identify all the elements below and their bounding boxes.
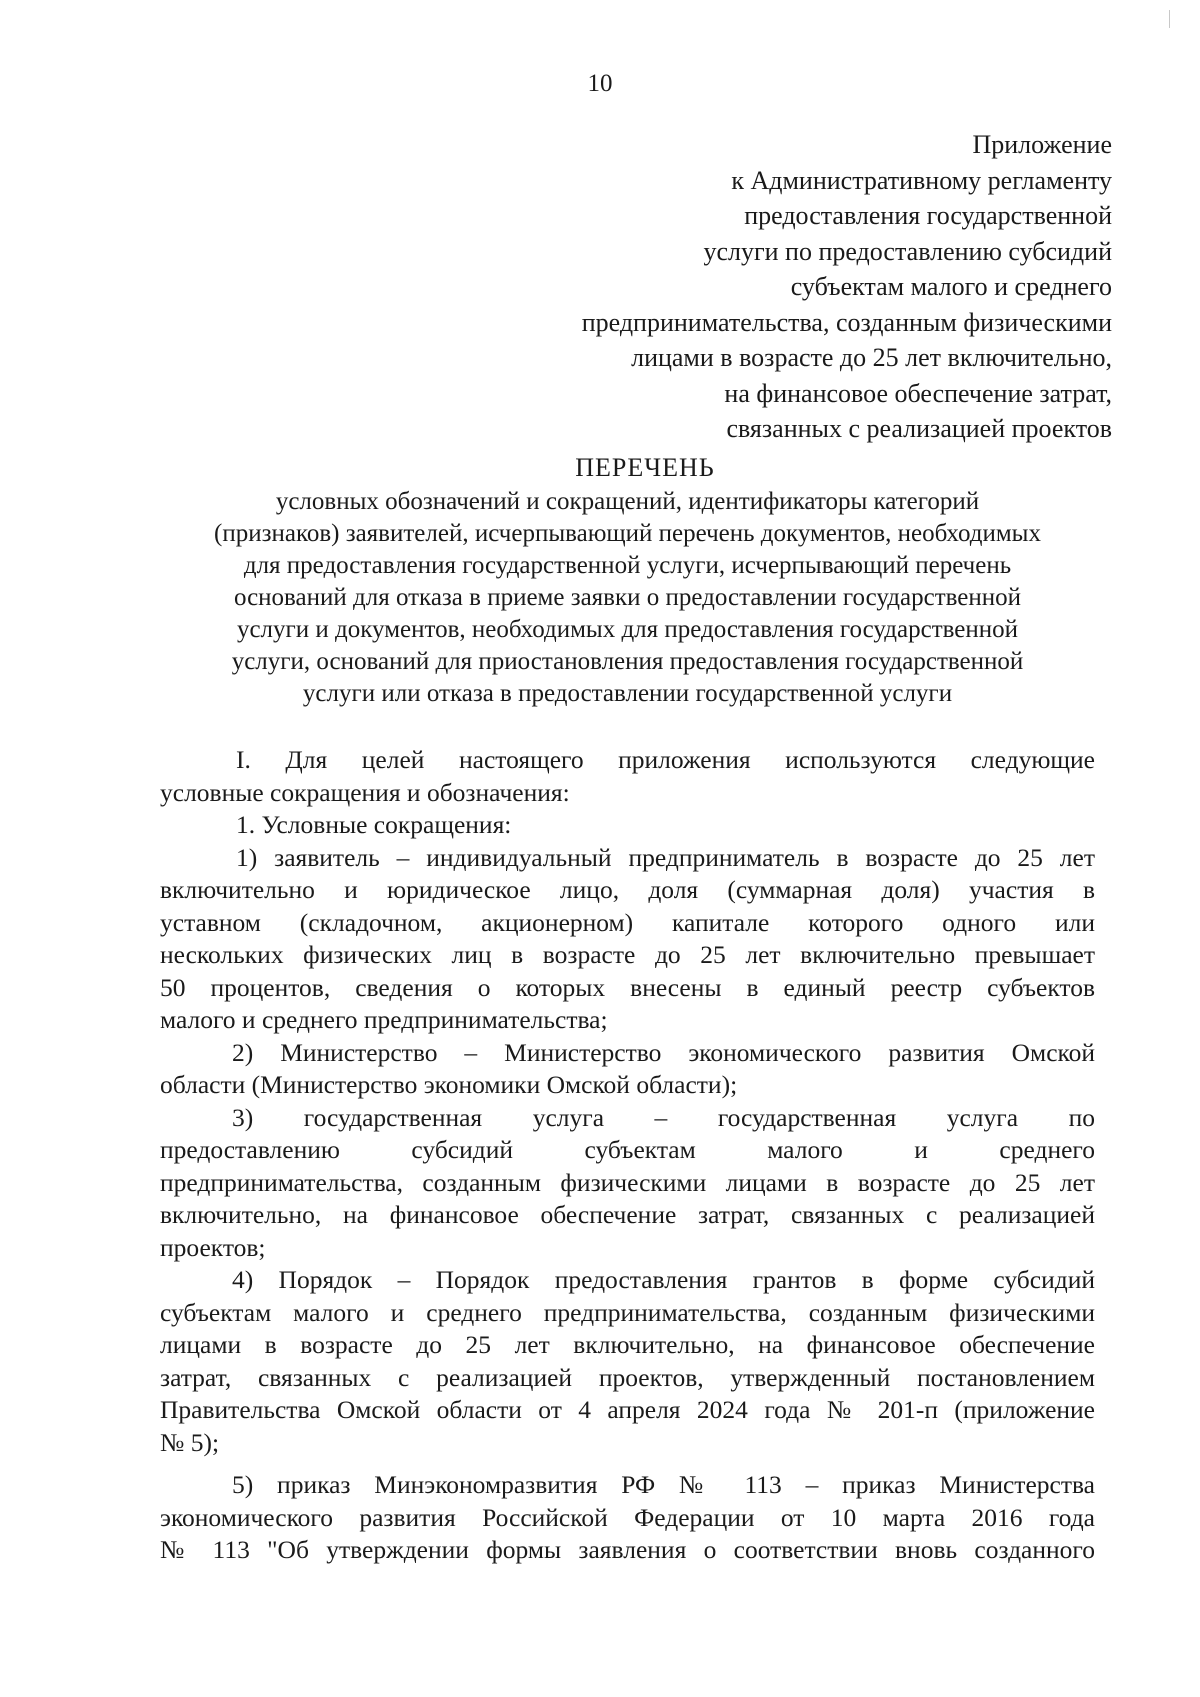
body-line: малого и среднего предпринимательства; [160, 1005, 608, 1034]
document-title: ПЕРЕЧЕНЬ [575, 453, 715, 482]
body-line: включительно и юридическое лицо, доля (суммарная доля) участия в [160, 875, 1095, 904]
appendix-line: на финансовое обеспечение затрат, [724, 378, 1112, 408]
appendix-line: предоставления государственной [744, 201, 1112, 230]
body-line: нескольких физических лиц в возрасте до 25 лет включительно превышает [160, 940, 1095, 969]
body-line: предпринимательства, созданным физическими лицами в возрасте до 25 лет [160, 1167, 1095, 1197]
body-line: субъектам малого и среднего предпринимательства, созданным физическими [160, 1297, 1095, 1327]
appendix-header [472, 127, 1112, 447]
subtitle-line: услуги, оснований для приостановления предоставления государственной [231, 648, 1024, 675]
page-number: 10 [587, 70, 613, 97]
subtitle-line: условных обозначений и сокращений, идентификаторы категорий [275, 488, 980, 515]
body-line: экономического развития Российской Федерации от 10 марта 2016 года [160, 1502, 1095, 1532]
appendix-line: субъектам малого и среднего [790, 272, 1112, 301]
body-line: затрат, связанных с реализацией проектов, утвержденный постановлением [160, 1362, 1095, 1392]
body-line: области (Министерство экономики Омской области); [160, 1070, 738, 1099]
appendix-line: Приложение [972, 130, 1112, 159]
body-line: I. Для целей настоящего приложения используются следующие [236, 745, 1095, 774]
subtitle-line: услуги и документов, необходимых для предоставления государственной [236, 616, 1019, 643]
subtitle-line: услуги или отказа в предоставлении государственной услуги [302, 680, 953, 707]
body-line: 1. Условные сокращения: [236, 810, 512, 839]
body-line: № 113 "Об утверждении формы заявления о соответствии вновь созданного [160, 1535, 1095, 1564]
appendix-line: предпринимательства, созданным физическими [581, 307, 1112, 337]
appendix-line: лицами в возрасте до 25 лет включительно, [631, 343, 1112, 372]
body-line: уставном (складочном, акционерном) капитале которого одного или [160, 907, 1095, 937]
document-body [160, 744, 1095, 1567]
subtitle-line: для предоставления государственной услуги, исчерпывающий перечень [243, 552, 1012, 579]
body-line: лицами в возрасте до 25 лет включительно, на финансовое обеспечение [160, 1330, 1095, 1359]
appendix-line: услуги по предоставлению субсидий [703, 236, 1112, 266]
body-line: 4) Порядок – Порядок предоставления грантов в форме субсидий [232, 1265, 1095, 1294]
document-subtitle [160, 486, 1095, 710]
body-line: включительно, на финансовое обеспечение затрат, связанных с реализацией [160, 1200, 1095, 1229]
body-line: 50 процентов, сведения о которых внесены в единый реестр субъектов [160, 972, 1095, 1002]
body-line: Правительства Омской области от 4 апреля 2024 года № 201-п (приложение [160, 1395, 1095, 1424]
body-line: № 5); [160, 1427, 220, 1457]
body-line: проектов; [160, 1232, 266, 1262]
body-line: 5) приказ Минэкономразвития РФ № 113 – приказ Министерства [232, 1470, 1095, 1499]
appendix-line: связанных с реализацией проектов [726, 414, 1112, 443]
subtitle-line: оснований для отказа в приеме заявки о предоставлении государственной [233, 584, 1022, 611]
appendix-line: к Административному регламенту [731, 165, 1112, 195]
scan-edge-mark [1169, 10, 1170, 28]
body-line: предоставлению субсидий субъектам малого и среднего [160, 1135, 1095, 1164]
body-line: 2) Министерство – Министерство экономического развития Омской [232, 1037, 1095, 1067]
subtitle-line: (признаков) заявителей, исчерпывающий перечень документов, необходимых [214, 520, 1041, 547]
body-line: условные сокращения и обозначения: [160, 777, 570, 807]
body-line: 1) заявитель – индивидуальный предприниматель в возрасте до 25 лет [236, 842, 1095, 872]
body-line: 3) государственная услуга – государственная услуга по [232, 1102, 1095, 1132]
